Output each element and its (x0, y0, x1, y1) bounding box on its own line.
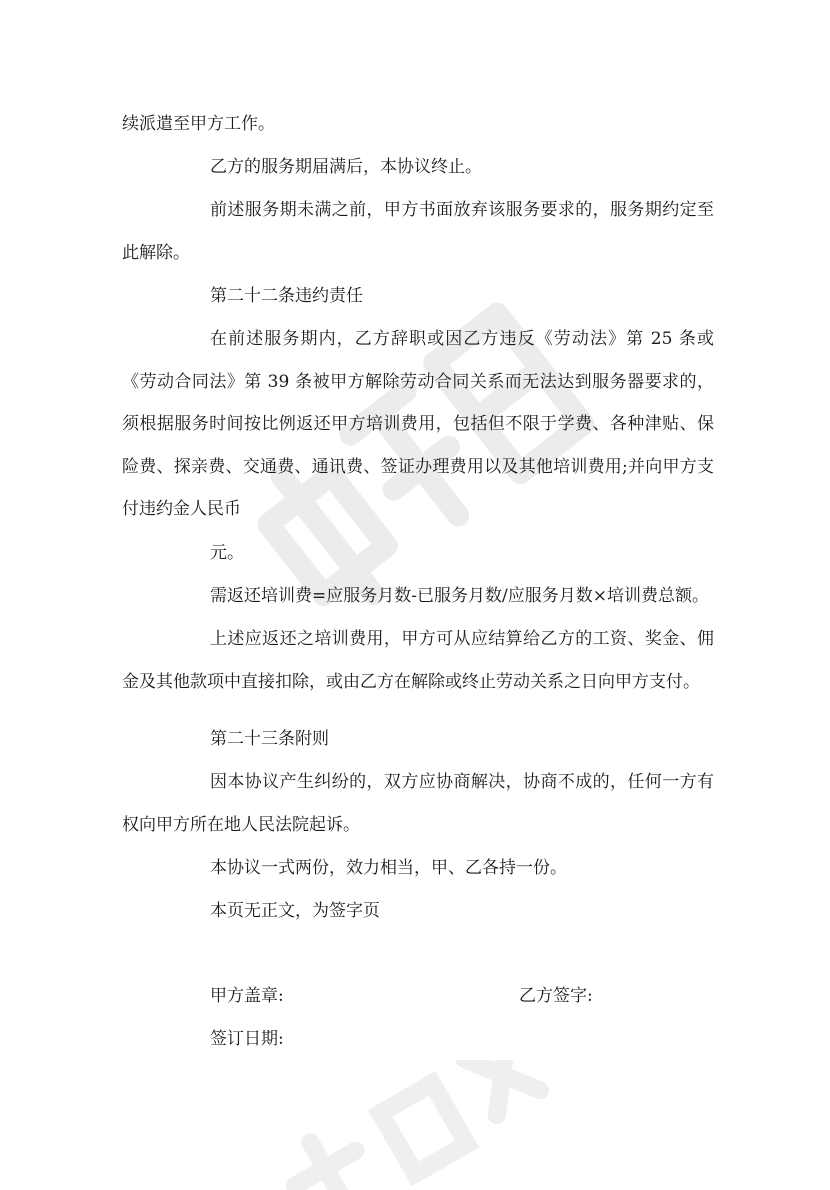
paragraph-copies: 本协议一式两份，效力相当，甲、乙各持一份。 (210, 858, 567, 878)
paragraph-continued-dispatch: 续派遣至甲方工作。 (122, 114, 275, 134)
paragraph-refund-formula: 需返还培训费=应服务月数-已服务月数/应服务月数×培训费总额。 (210, 586, 709, 606)
article-23-heading: 第二十三条附则 (210, 729, 329, 749)
paragraph-deduction: 上述应返还之培训费用，甲方可从应结算给乙方的工资、奖金、佣金及其他款项中直接扣除，或由乙方在解除或终止劳动关系之日向甲方支付。 (122, 629, 714, 692)
party-a-seal-label: 甲方盖章: (210, 986, 284, 1006)
paragraph-breach-liability: 在前述服务期内，乙方辞职或因乙方违反《劳动法》第 25 条或《劳动合同法》第 39 条被甲方解除劳动合同关系而无法达到服务器要求的，须根据服务时间按比例返还甲方培训费用，包括但不限于学费、各种津贴、保险费、探亲费、交通费、通讯费、签证办理费用以及其他培训费用;并向甲方支付违约金人民币 (122, 329, 714, 519)
paragraph-signature-page-note: 本页无正文，为签字页 (210, 901, 380, 921)
article-22-heading: 第二十二条违约责任 (210, 286, 363, 306)
sign-date-label: 签订日期: (210, 1029, 284, 1049)
watermark-stamp-icon-bottom (250, 1060, 570, 1190)
paragraph-service-waiver: 前述服务期未满之前，甲方书面放弃该服务要求的，服务期约定至此解除。 (122, 200, 714, 263)
party-b-sign-label: 乙方签字: (519, 986, 593, 1006)
paragraph-service-term-end: 乙方的服务期届满后，本协议终止。 (210, 157, 482, 177)
paragraph-yuan: 元。 (210, 543, 244, 563)
paragraph-dispute: 因本协议产生纠纷的，双方应协商解决，协商不成的，任何一方有权向甲方所在地人民法院起诉。 (122, 772, 714, 835)
